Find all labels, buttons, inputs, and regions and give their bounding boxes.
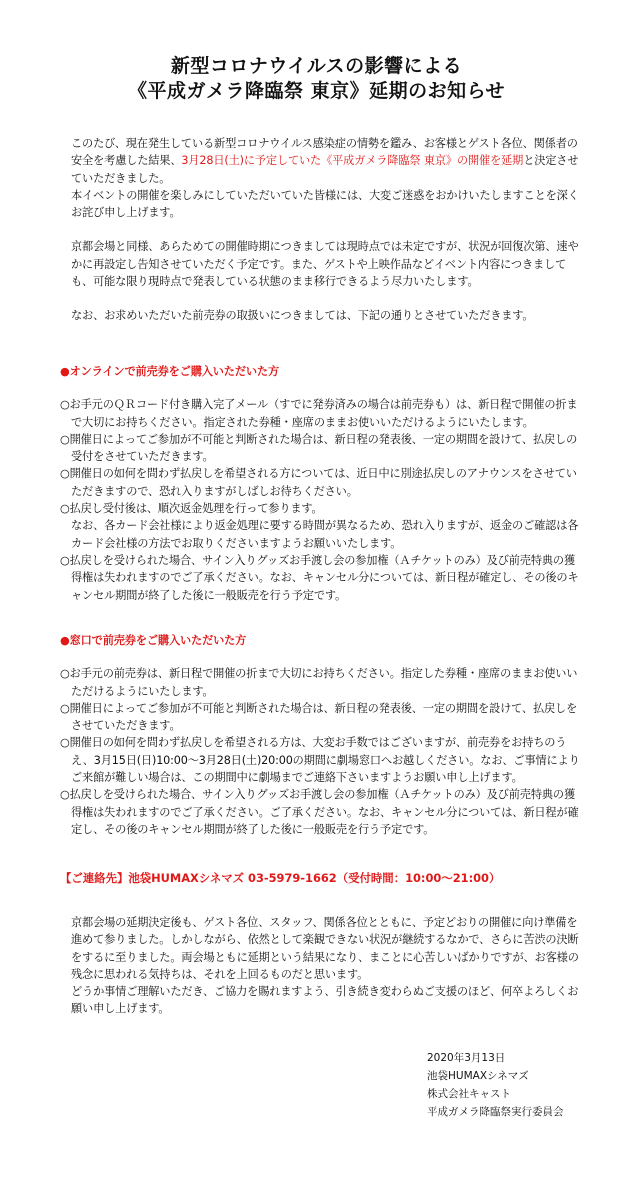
- online-sub-note: なお、各カード会社様により返金処理に要する時間が異なるため、恐れ入りますが、返金のご確認は各カード会社様の方法でお取りくださいますようお願いいたします。: [71, 519, 579, 550]
- online-item: ○お手元のＱＲコード付き購入完了メール（すでに発券済みの場合は前売券も）は、新日程で開催の折まで大切にお持ちください。指定された券種・座席のままお使いいただけるようにいたします。: [60, 398, 578, 429]
- closing-paragraph-2: どうか事情ご理解いただき、ご協力を賜れますよう、引き続き変わらぬご支援のほど、何卒よろしくお願い申し上げます。: [71, 985, 579, 1016]
- counter-item: ○開催日によってご参加が不可能と判断された場合は、新日程の発表後、一定の期間を設けて、払戻しをさせていただきます。: [60, 701, 578, 733]
- signature-org: 池袋HUMAXシネマズ: [427, 1070, 529, 1082]
- counter-heading: ●窓口で前売券をご購入いただいた方: [60, 634, 247, 647]
- signature-date: 2020年3月13日: [427, 1052, 506, 1064]
- intro-text-end: と決定させていただきました。: [71, 154, 579, 185]
- intro-paragraph-1: [60, 135, 580, 187]
- counter-item: ○払戻しを受けられた場合、サイン入りグッズお手渡し会の参加権（Ａチケットのみ）及び前売特典の獲得権は失われますのでご了承ください。ご了承ください。なお、キャンセル分については、新日程が確定し、その後のキャンセル期間が終了した後に一般販売を行う予定です。: [60, 788, 579, 836]
- online-heading: ●オンラインで前売券をご購入いただいた方: [60, 365, 279, 378]
- intro-section: [60, 135, 580, 325]
- intro-text: このたび、現在発生している新型コロナウイルス感染症の情勢を鑑み、お客様とゲスト各位、関係者の安全を考慮した結果、: [71, 137, 578, 168]
- intro-paragraph-2: 本イベントの開催を楽しみにしていただいていた皆様には、大変ご迷惑をおかけいたしますことを深くお詫び申し上げます。: [71, 188, 579, 220]
- signature-org: 平成ガメラ降臨祭実行委員会: [427, 1106, 564, 1118]
- intro-paragraph-4: なお、お求めいただいた前売券の取扱いにつきましては、下記の通りとさせていただきます。: [71, 309, 534, 323]
- title-line-1: 新型コロナウイルスの影響による: [170, 55, 463, 77]
- closing-section: [60, 914, 580, 1018]
- online-item: ○開催日の如何を問わず払戻しを希望される方については、近日中に別途払戻しのアナウンスをさせていただきますので、恐れ入りますがしばしお待ちください。: [60, 467, 577, 498]
- online-section: [60, 363, 580, 604]
- intro-paragraph-3: 京都会場と同様、あらためての開催時期につきましては現時点では未定ですが、状況が回復次第、速やかに再設定し告知させていただく予定です。また、ゲストや上映作品などイベント内容につきましても、可能な限り現時点で発表している状態のまま移行できるよう尽力いたします。: [71, 240, 579, 289]
- closing-paragraph-1: 京都会場の延期決定後も、ゲスト各位、スタッフ、関係各位とともに、予定どおりの開催に向け準備を進めて参りました。しかしながら、依然として楽観できない状況が継続するなかで、さらに苦渋の決断をするに至りました。両会場ともに延期という結果になり、まことに心苦しいばかりですが、お客様の残念に思われる気持ちは、それを上回るものだと思います。: [71, 916, 579, 981]
- online-item: ○払戻し受付後は、順次返金処理を行って参ります。: [60, 502, 323, 516]
- counter-item: ○開催日の如何を問わず払戻しを希望される方は、大変お手数ではございますが、前売券をお持ちのうえ、3月15日(日)10:00〜3月28日(土)20:00の期間に劇場窓口へお越しください。なお、ご事情によりご来館が難しい場合は、この期間中に劇場までご連絡下さいますようお願い申し上げます。: [60, 736, 580, 785]
- title-line-2: 《平成ガメラ降臨祭 東京》延期のお知らせ: [127, 80, 506, 102]
- contact-line: 【ご連絡先】池袋HUMAXシネマズ 03-5979-1662（受付時間：10:00〜21:00）: [60, 871, 501, 885]
- counter-section: [60, 632, 580, 838]
- signature-block: [427, 1049, 564, 1121]
- counter-item: ○お手元の前売券は、新日程で開催の折まで大切にお持ちください。指定した券種・座席のままお使いいただけるようにいたします。: [60, 667, 578, 698]
- online-item: ○開催日によってご参加が不可能と判断された場合は、新日程の発表後、一定の期間を設けて、払戻しの受付をさせていただきます。: [60, 432, 578, 464]
- signature-org: 株式会社キャスト: [427, 1088, 511, 1100]
- postponement-highlight: 3月28日(土)に予定していた《平成ガメラ降臨祭 東京》の開催を延期: [181, 154, 524, 168]
- online-item: ○払戻しを受けられた場合、サイン入りグッズお手渡し会の参加権（Ａチケットのみ）及び前売特典の獲得権は失われますのでご了承ください。なお、キャンセル分については、新日程が確定し、その後のキャンセル期間が終了した後に一般販売を行う予定です。: [60, 553, 579, 602]
